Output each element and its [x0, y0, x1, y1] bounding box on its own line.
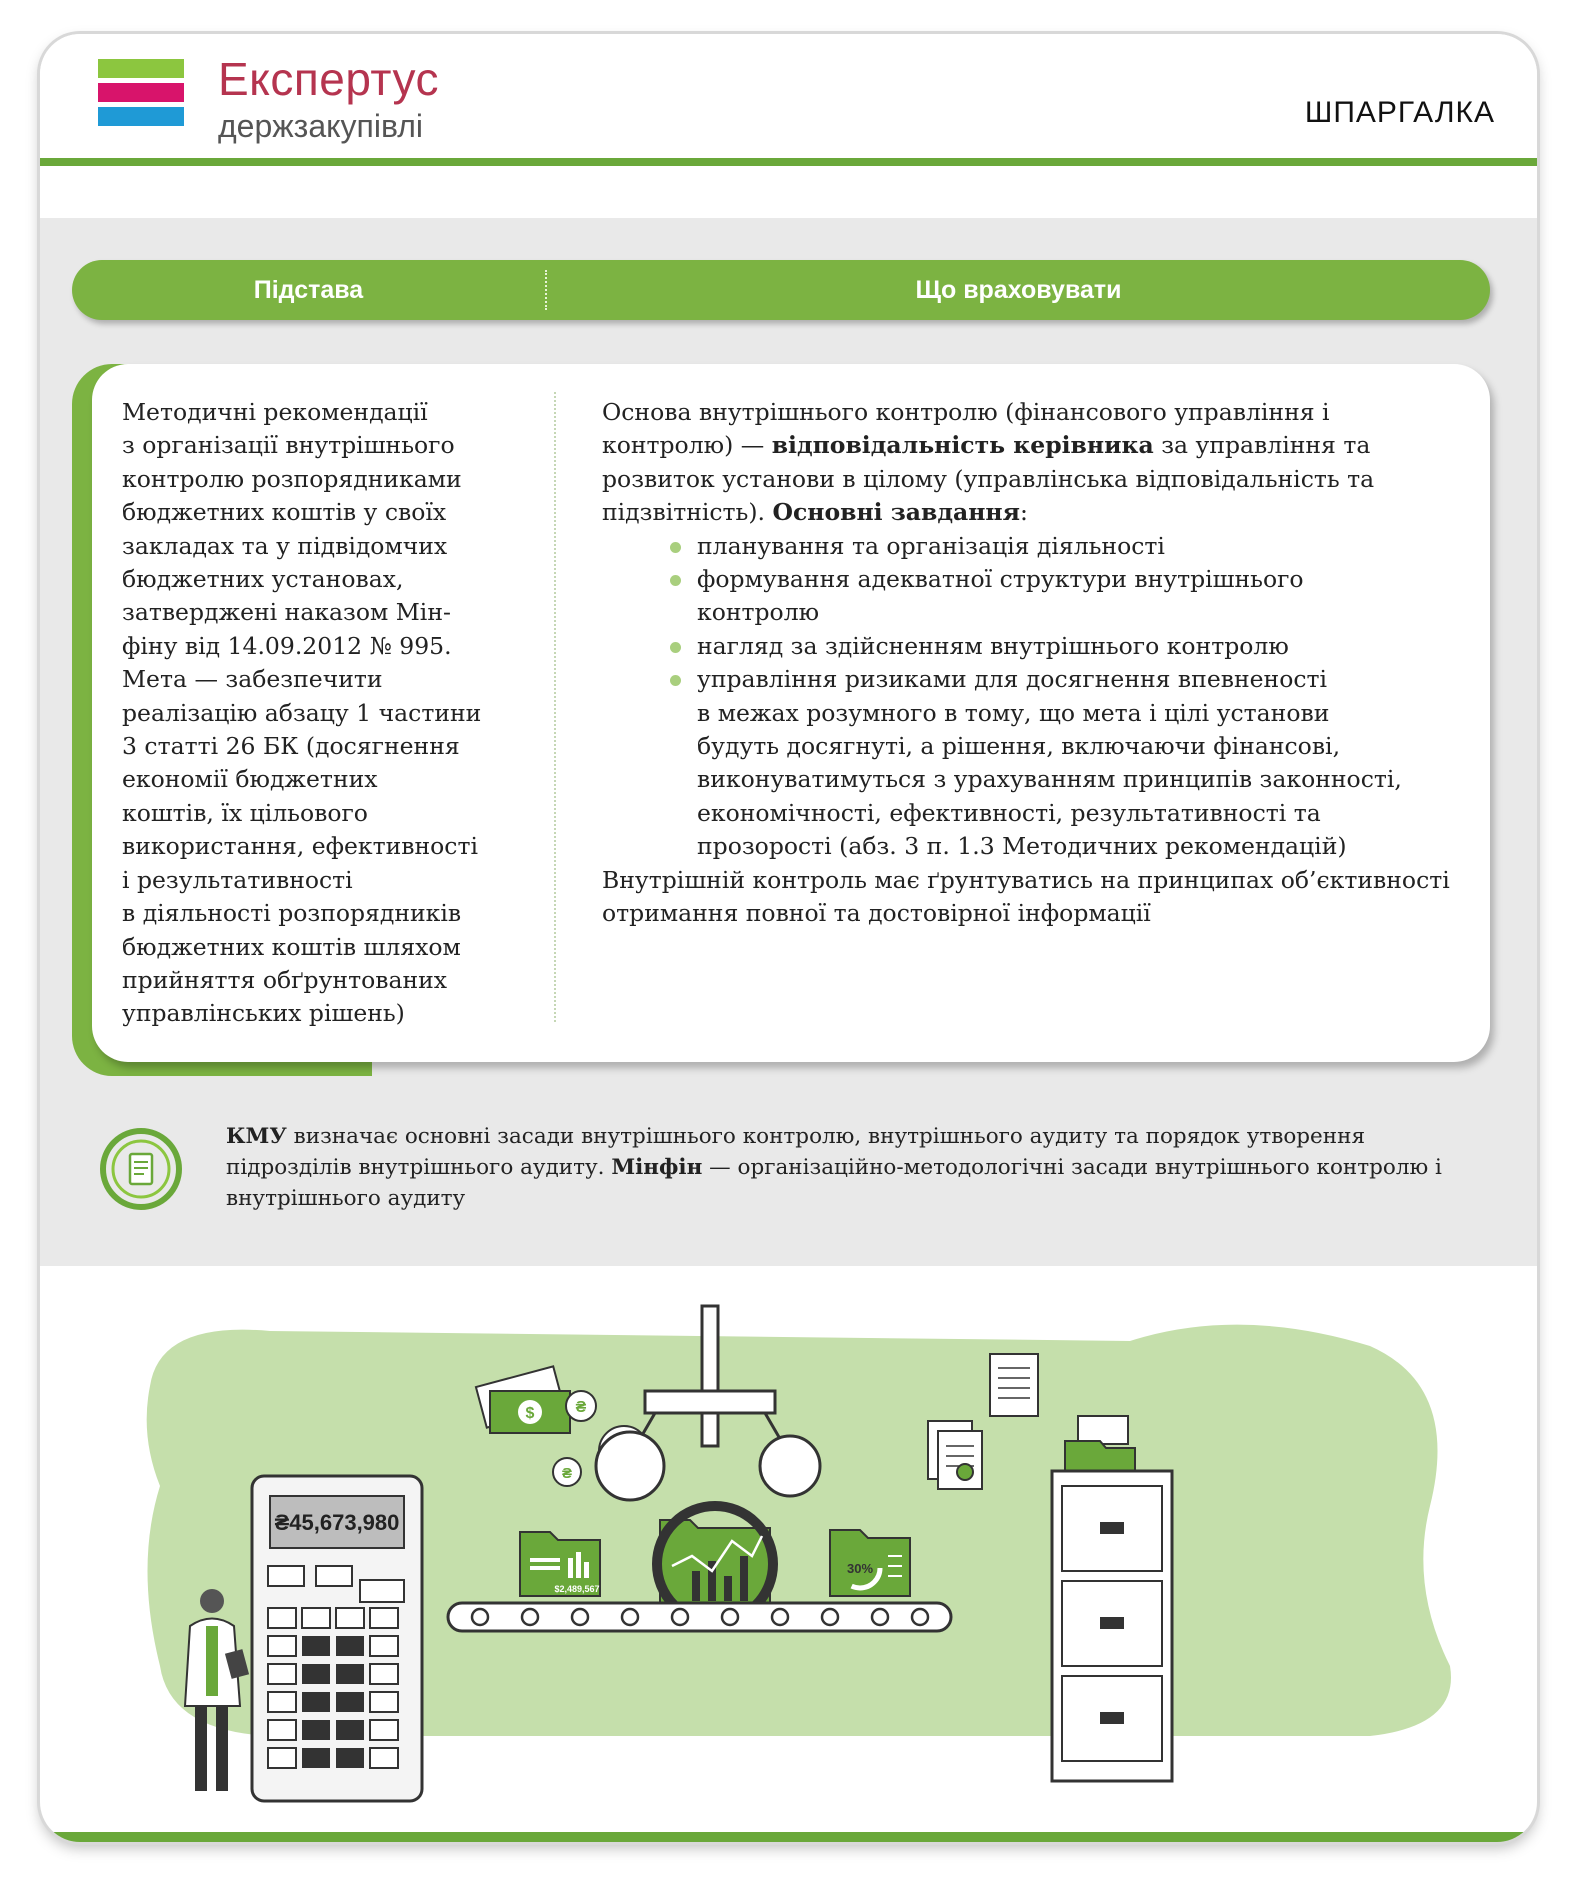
folder-percent: 30% [846, 1561, 874, 1576]
document-type: ШПАРГАЛКА [1304, 96, 1495, 129]
footer-divider [40, 1832, 1537, 1842]
tasks-label: Основні завдання [772, 498, 1020, 527]
svg-text:₴: ₴ [561, 1465, 573, 1482]
list-item: формування адекватної структури внутрішнього контролю [697, 563, 1462, 630]
folder-percent-icon [830, 1530, 910, 1596]
content-panel [92, 364, 1490, 1062]
considerations-text [602, 396, 1462, 931]
filing-cabinet-icon [1052, 1416, 1172, 1781]
header-divider [40, 158, 1537, 166]
brand-subtitle: держзакупівлі [218, 108, 423, 144]
svg-text:$: $ [525, 1405, 535, 1422]
table-header-bar [72, 260, 1490, 320]
basis-text: Методичні рекомендації з організації внутрішнього контролю розпорядниками бюджетних коштів у своїх закладах та у підвідомчих бюджетних установах, затверджені наказом Мін- фіну від 14.09.2012 № 995. Мета — забезпечити реалізацію абзацу 1 частини 3 статті 26 БК (досягнення економії бюджетних коштів, їх цільового використання, ефективності і результативності в діяльності розпорядників бюджетних коштів шляхом прийняття обґрунтованих управлінських рішень) [122, 398, 482, 1028]
column-header-basis: Підстава [253, 276, 364, 304]
folder-chart-icon [520, 1532, 600, 1596]
svg-text:₴: ₴ [575, 1399, 587, 1416]
panel-column-divider [554, 392, 556, 1022]
column-header-considerations: Що враховувати [915, 276, 1122, 304]
check-icon [957, 1464, 973, 1480]
calculator-icon [252, 1476, 422, 1801]
folder-amount: $2,489,567 [554, 1584, 600, 1594]
manager-responsibility: відповідальність керівника [771, 431, 1154, 460]
note-text: КМУ визначає основні засади внутрішнього контролю, внутрішнього аудиту та порядок утворення підрозділів внутрішнього аудиту. Мінфін — організаційно-методологічні засади внутрішнього контролю і внутрішнього аудиту [226, 1124, 1442, 1211]
closing-paragraph: Внутрішній контроль має ґрунтуватись на принципах об’єктивності отримання повної та достовірної інформації [602, 865, 1450, 928]
intro-paragraph: Основа внутрішнього контролю (фінансового управління і контролю) — відповідальність керівника за управління та розвиток установи в цілому (управлінська відповідальність та підзвітність). Основні завдання: [602, 398, 1375, 527]
list-item: нагляд за здійсненням внутрішнього контролю [697, 630, 1462, 663]
calculator-display: ₴45,673,980 [274, 1510, 400, 1535]
brand-name: Експертус [218, 53, 439, 105]
header [40, 34, 1537, 160]
conveyor-belt-icon [448, 1603, 951, 1631]
cheatsheet-card [40, 34, 1537, 1842]
tasks-list [602, 530, 1462, 864]
document-circle-icon [98, 1126, 184, 1212]
brand-logo-icon [98, 59, 184, 131]
list-item: управління ризиками для досягнення впевненості в межах розумного в тому, що мета і цілі установи будуть досягнуті, а рішення, включаючи фінансові, виконуватимуться з урахуванням принципів законності, економічності, ефективності, результативності та прозорості (абз. 3 п. 1.3 Методичних рекомендацій) [697, 663, 1462, 863]
internal-control-illustration [40, 1266, 1537, 1826]
list-item: планування та організація діяльності [697, 530, 1462, 563]
